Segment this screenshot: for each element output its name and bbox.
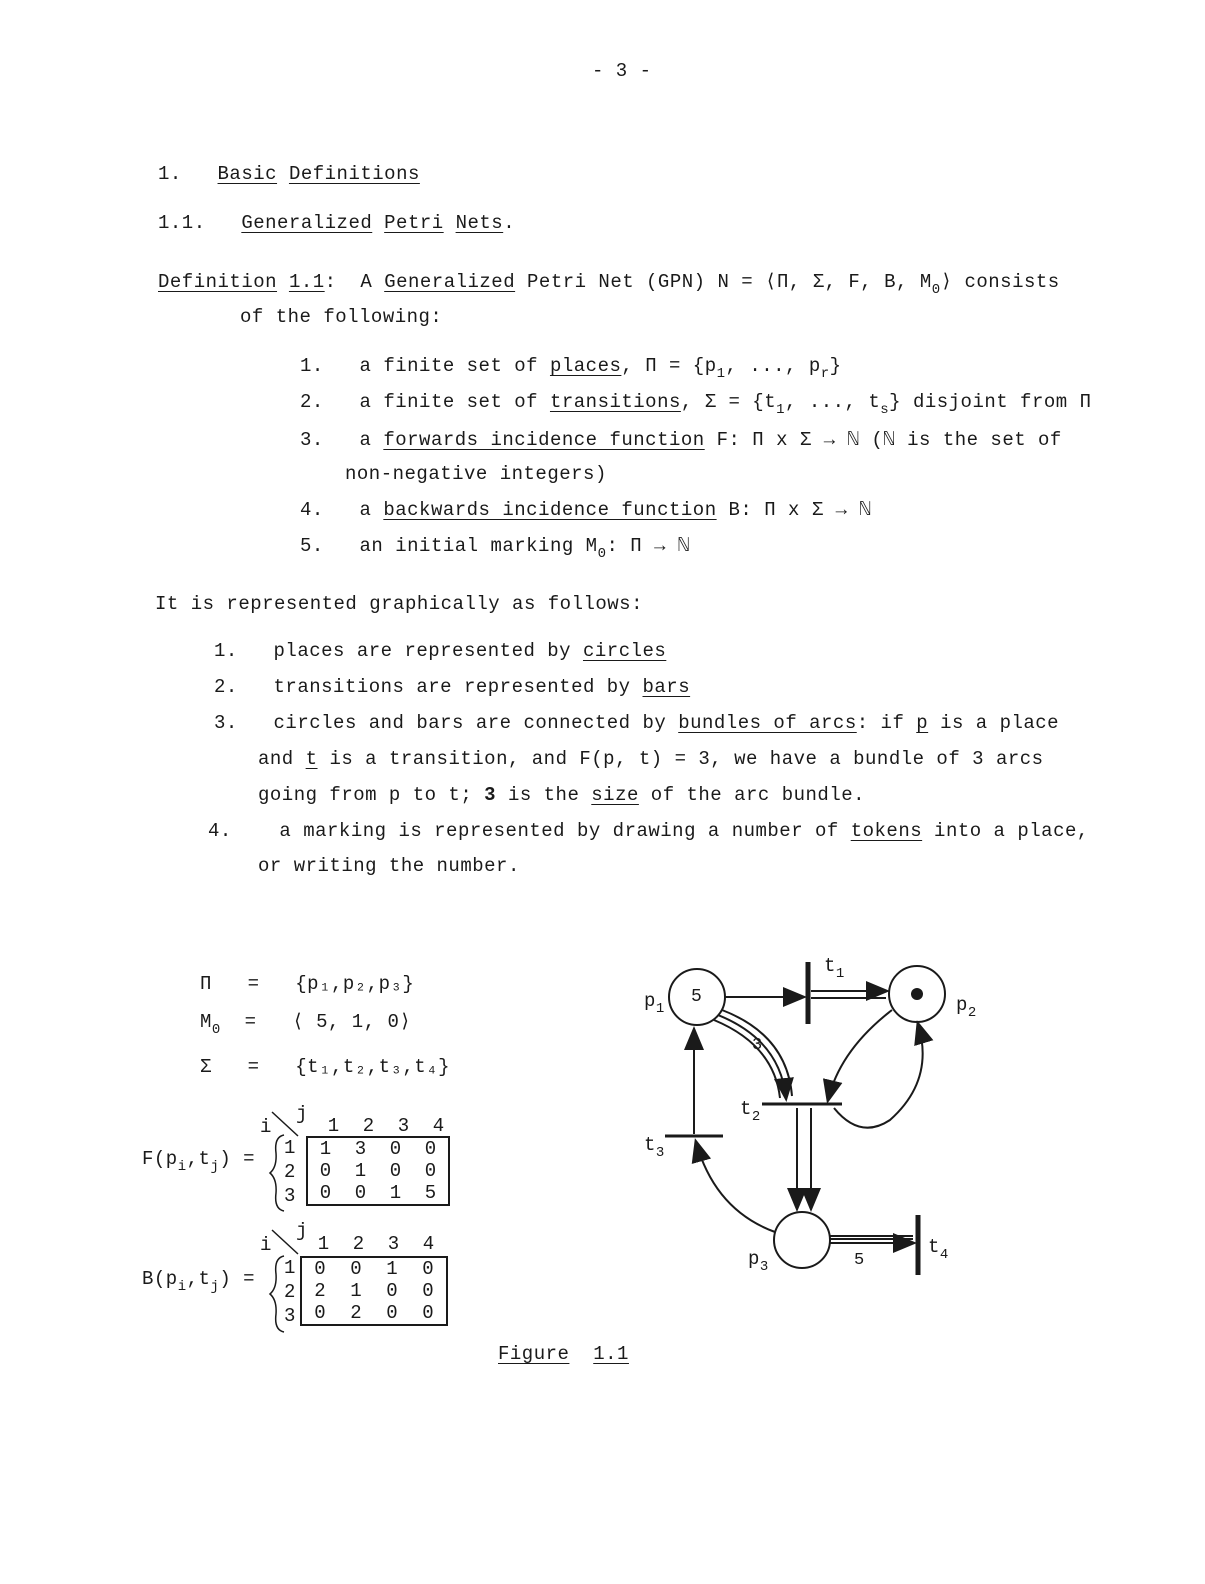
matrix-b-label: $B(p_i,t_j)$ =	[142, 1268, 256, 1295]
def-item-2: 2. a finite set of transitions, $\Sigma = \{t_1$, ..., $t_s$} disjoint from Π	[300, 391, 1092, 418]
label-t2: $t_2$	[740, 1098, 761, 1125]
matrix-b-row-labels: 1 2 3	[284, 1257, 296, 1327]
figure-caption: Figure 1.1	[498, 1343, 629, 1365]
label-p1: $p_1$	[644, 990, 665, 1017]
graphic-item-3: 3. circles and bars are connected by bundles of arcs: if p is a place	[214, 712, 1060, 734]
definition-line-2: of the following:	[240, 306, 443, 328]
p1-tokens: 5	[691, 987, 703, 1007]
matrix-f-row-labels: 1 2 3	[284, 1137, 296, 1207]
def-item-3-cont: non-negative integers)	[345, 463, 607, 485]
matrix-f-j-label: j	[296, 1103, 308, 1125]
graphic-item-4: 4. a marking is represented by drawing a number of tokens into a place,	[208, 820, 1089, 842]
table-row: 0 1 0 0	[319, 1160, 437, 1182]
def-item-3: 3. a forwards incidence function F: Π x Σ → ℕ (ℕ is the set of	[300, 429, 1062, 451]
label-p3: $p_3$	[748, 1248, 769, 1275]
def-item-1: 1. a finite set of places, $\Pi = \{p_1$, ..., $p_r$}	[300, 355, 842, 382]
label-t1: $t_1$	[824, 955, 845, 982]
matrix-f-table	[306, 1136, 450, 1206]
matrix-f-label: $F(p_i,t_j)$ =	[142, 1148, 256, 1175]
arc-p3-t3	[696, 1142, 775, 1232]
label-p2: $p_2$	[956, 994, 977, 1021]
matrix-f-col-header: 1 2 3 4	[327, 1115, 445, 1137]
matrix-b-table	[300, 1256, 448, 1326]
definition-line-1: Definition 1.1: A Generalized Petri Net (GPN) N = ⟨Π, Σ, F, B, $M_0⟩$ consists	[158, 271, 1060, 298]
matrix-b-col-header: 1 2 3 4	[317, 1233, 435, 1255]
label-t4: $t_4$	[928, 1236, 949, 1263]
graphic-item-4-line-2: or writing the number.	[258, 855, 520, 877]
matrix-b-i-label: i	[260, 1234, 272, 1256]
matrix-f-i-label: i	[260, 1116, 272, 1138]
graphic-item-3-line-2: and t is a transition, and F(p, t) = 3, we have a bundle of 3 arcs	[258, 748, 1044, 770]
fig-sigma-def: Σ = {t₁,t₂,t₃,t₄}	[200, 1056, 450, 1078]
table-row: 0 2 0 0	[314, 1302, 434, 1324]
label-t3: $t_3$	[644, 1134, 665, 1161]
table-row: 0 0 1 5	[319, 1182, 437, 1204]
token-p2	[911, 988, 923, 1000]
arc-t2-p2	[834, 1024, 923, 1128]
graphic-item-2: 2. transitions are represented by bars	[214, 676, 691, 698]
matrix-b-j-label: j	[296, 1220, 308, 1242]
fig-pi-def: Π = {p₁,p₂,p₃}	[200, 973, 415, 995]
place-p3	[774, 1212, 830, 1268]
subsection-heading: 1.1. Generalized Petri Nets.	[158, 212, 516, 234]
def-item-4: 4. a backwards incidence function B: Π x Σ → ℕ	[300, 499, 872, 521]
table-row: 0 0 1 0	[314, 1258, 434, 1280]
graphic-intro: It is represented graphically as follows:	[155, 593, 643, 615]
arc-p2-t2	[828, 1010, 892, 1100]
graphic-item-1: 1. places are represented by circles	[214, 640, 667, 662]
table-row: 1 3 0 0	[319, 1138, 437, 1160]
arc-weight-3: 3	[752, 1036, 763, 1055]
arc-weight-5: 5	[854, 1251, 865, 1270]
page-number: - 3 -	[592, 60, 652, 82]
section-heading: 1. Basic Definitions	[158, 163, 420, 185]
graphic-item-3-line-3: going from p to t; 3 is the size of the arc bundle.	[258, 784, 866, 806]
def-item-5: 5. an initial marking $M_0$: Π → ℕ	[300, 535, 690, 562]
table-row: 2 1 0 0	[314, 1280, 434, 1302]
fig-m0-def: $M_0$ = ⟨ 5, 1, 0⟩	[200, 1011, 412, 1038]
